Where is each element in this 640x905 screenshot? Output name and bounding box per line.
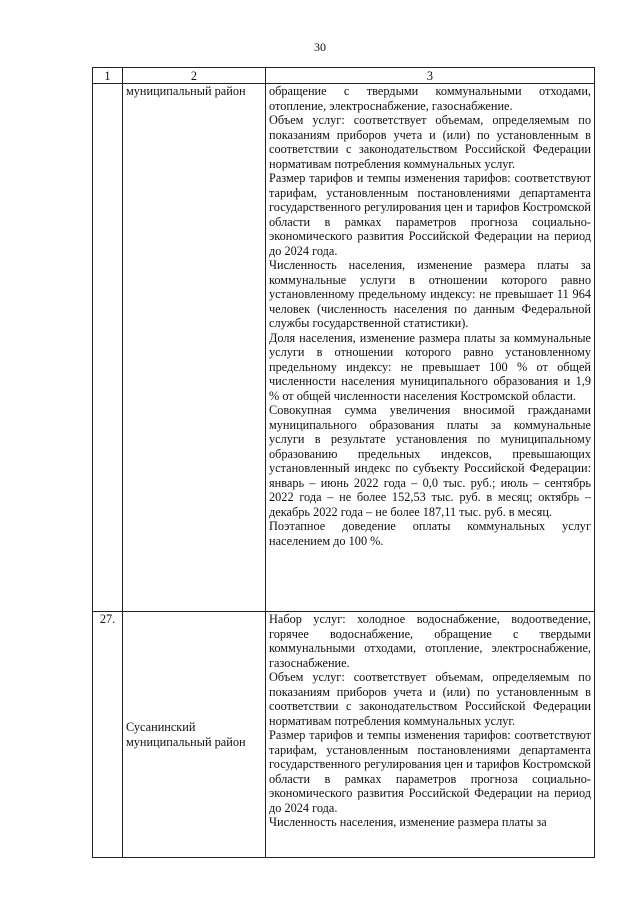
row-description [266, 84, 595, 612]
paragraph: Размер тарифов и темпы изменения тарифов: соответствуют тарифам, установленным постановлениями департамента государственного регулирования цен и тарифов Костромской области в рамках параметров прогноза социально-экономического развития Российской Федерации на период до 2024 года. [269, 728, 591, 815]
paragraph: обращение с твердыми коммунальными отходами, отопление, электроснабжение, газоснабжение. [269, 84, 591, 113]
district-name: муниципальный район [123, 84, 266, 612]
paragraph: Набор услуг: холодное водоснабжение, водоотведение, горячее водоснабжение, обращение с твердыми коммунальными отходами, отопление, электроснабжение, газоснабжение. [269, 612, 591, 670]
table-header-row [93, 68, 595, 84]
row-description [266, 612, 595, 858]
row-number: 27. [93, 612, 123, 858]
row-number [93, 84, 123, 612]
paragraph: Объем услуг: соответствует объемам, определяемым по показаниям приборов учета и (или) по установленным в соответствии с законодательством Российской Федерации нормативам потребления коммунальных услуг. [269, 670, 591, 728]
paragraph: Поэтапное доведение оплаты коммунальных услуг населением до 100 %. [269, 519, 591, 548]
table-row [93, 612, 595, 858]
paragraph: Численность населения, изменение размера платы за коммунальные услуги в отношении которого равно установленному предельному индексу: не превышает 11 964 человек (численность населения по данным Федеральной службы государственной статистики). [269, 258, 591, 330]
column-header-2: 2 [123, 68, 266, 84]
services-table [92, 67, 595, 858]
district-name: Сусанинский муниципальный район [123, 612, 266, 858]
column-header-1: 1 [93, 68, 123, 84]
column-header-3: 3 [266, 68, 595, 84]
paragraph: Совокупная сумма увеличения вносимой гражданами муниципального образования платы за коммунальные услуги в результате установления по муниципальному образованию предельных индексов, превышающих установленный индекс по субъекту Российской Федерации: январь – июнь 2022 года – 0,0 тыс. руб.; июль – сентябрь 2022 года – не более 152,53 тыс. руб. в месяц; октябрь – декабрь 2022 года – не более 187,11 тыс. руб. в месяц. [269, 403, 591, 519]
paragraph: Размер тарифов и темпы изменения тарифов: соответствуют тарифам, установленным постановлениями департамента государственного регулирования цен и тарифов Костромской области в рамках параметров прогноза социально-экономического развития Российской Федерации на период до 2024 года. [269, 171, 591, 258]
paragraph: Численность населения, изменение размера платы за [269, 815, 547, 829]
table-row [93, 84, 595, 612]
page-number: 30 [314, 40, 326, 54]
paragraph: Объем услуг: соответствует объемам, определяемым по показаниям приборов учета и (или) по установленным в соответствии с законодательством Российской Федерации нормативам потребления коммунальных услуг. [269, 113, 591, 171]
paragraph: Доля населения, изменение размера платы за коммунальные услуги в отношении которого равно установленному предельному индексу: не превышает 100 % от общей численности населения муниципального образования и 1,9 % от общей численности населения Костромской области. [269, 330, 591, 403]
